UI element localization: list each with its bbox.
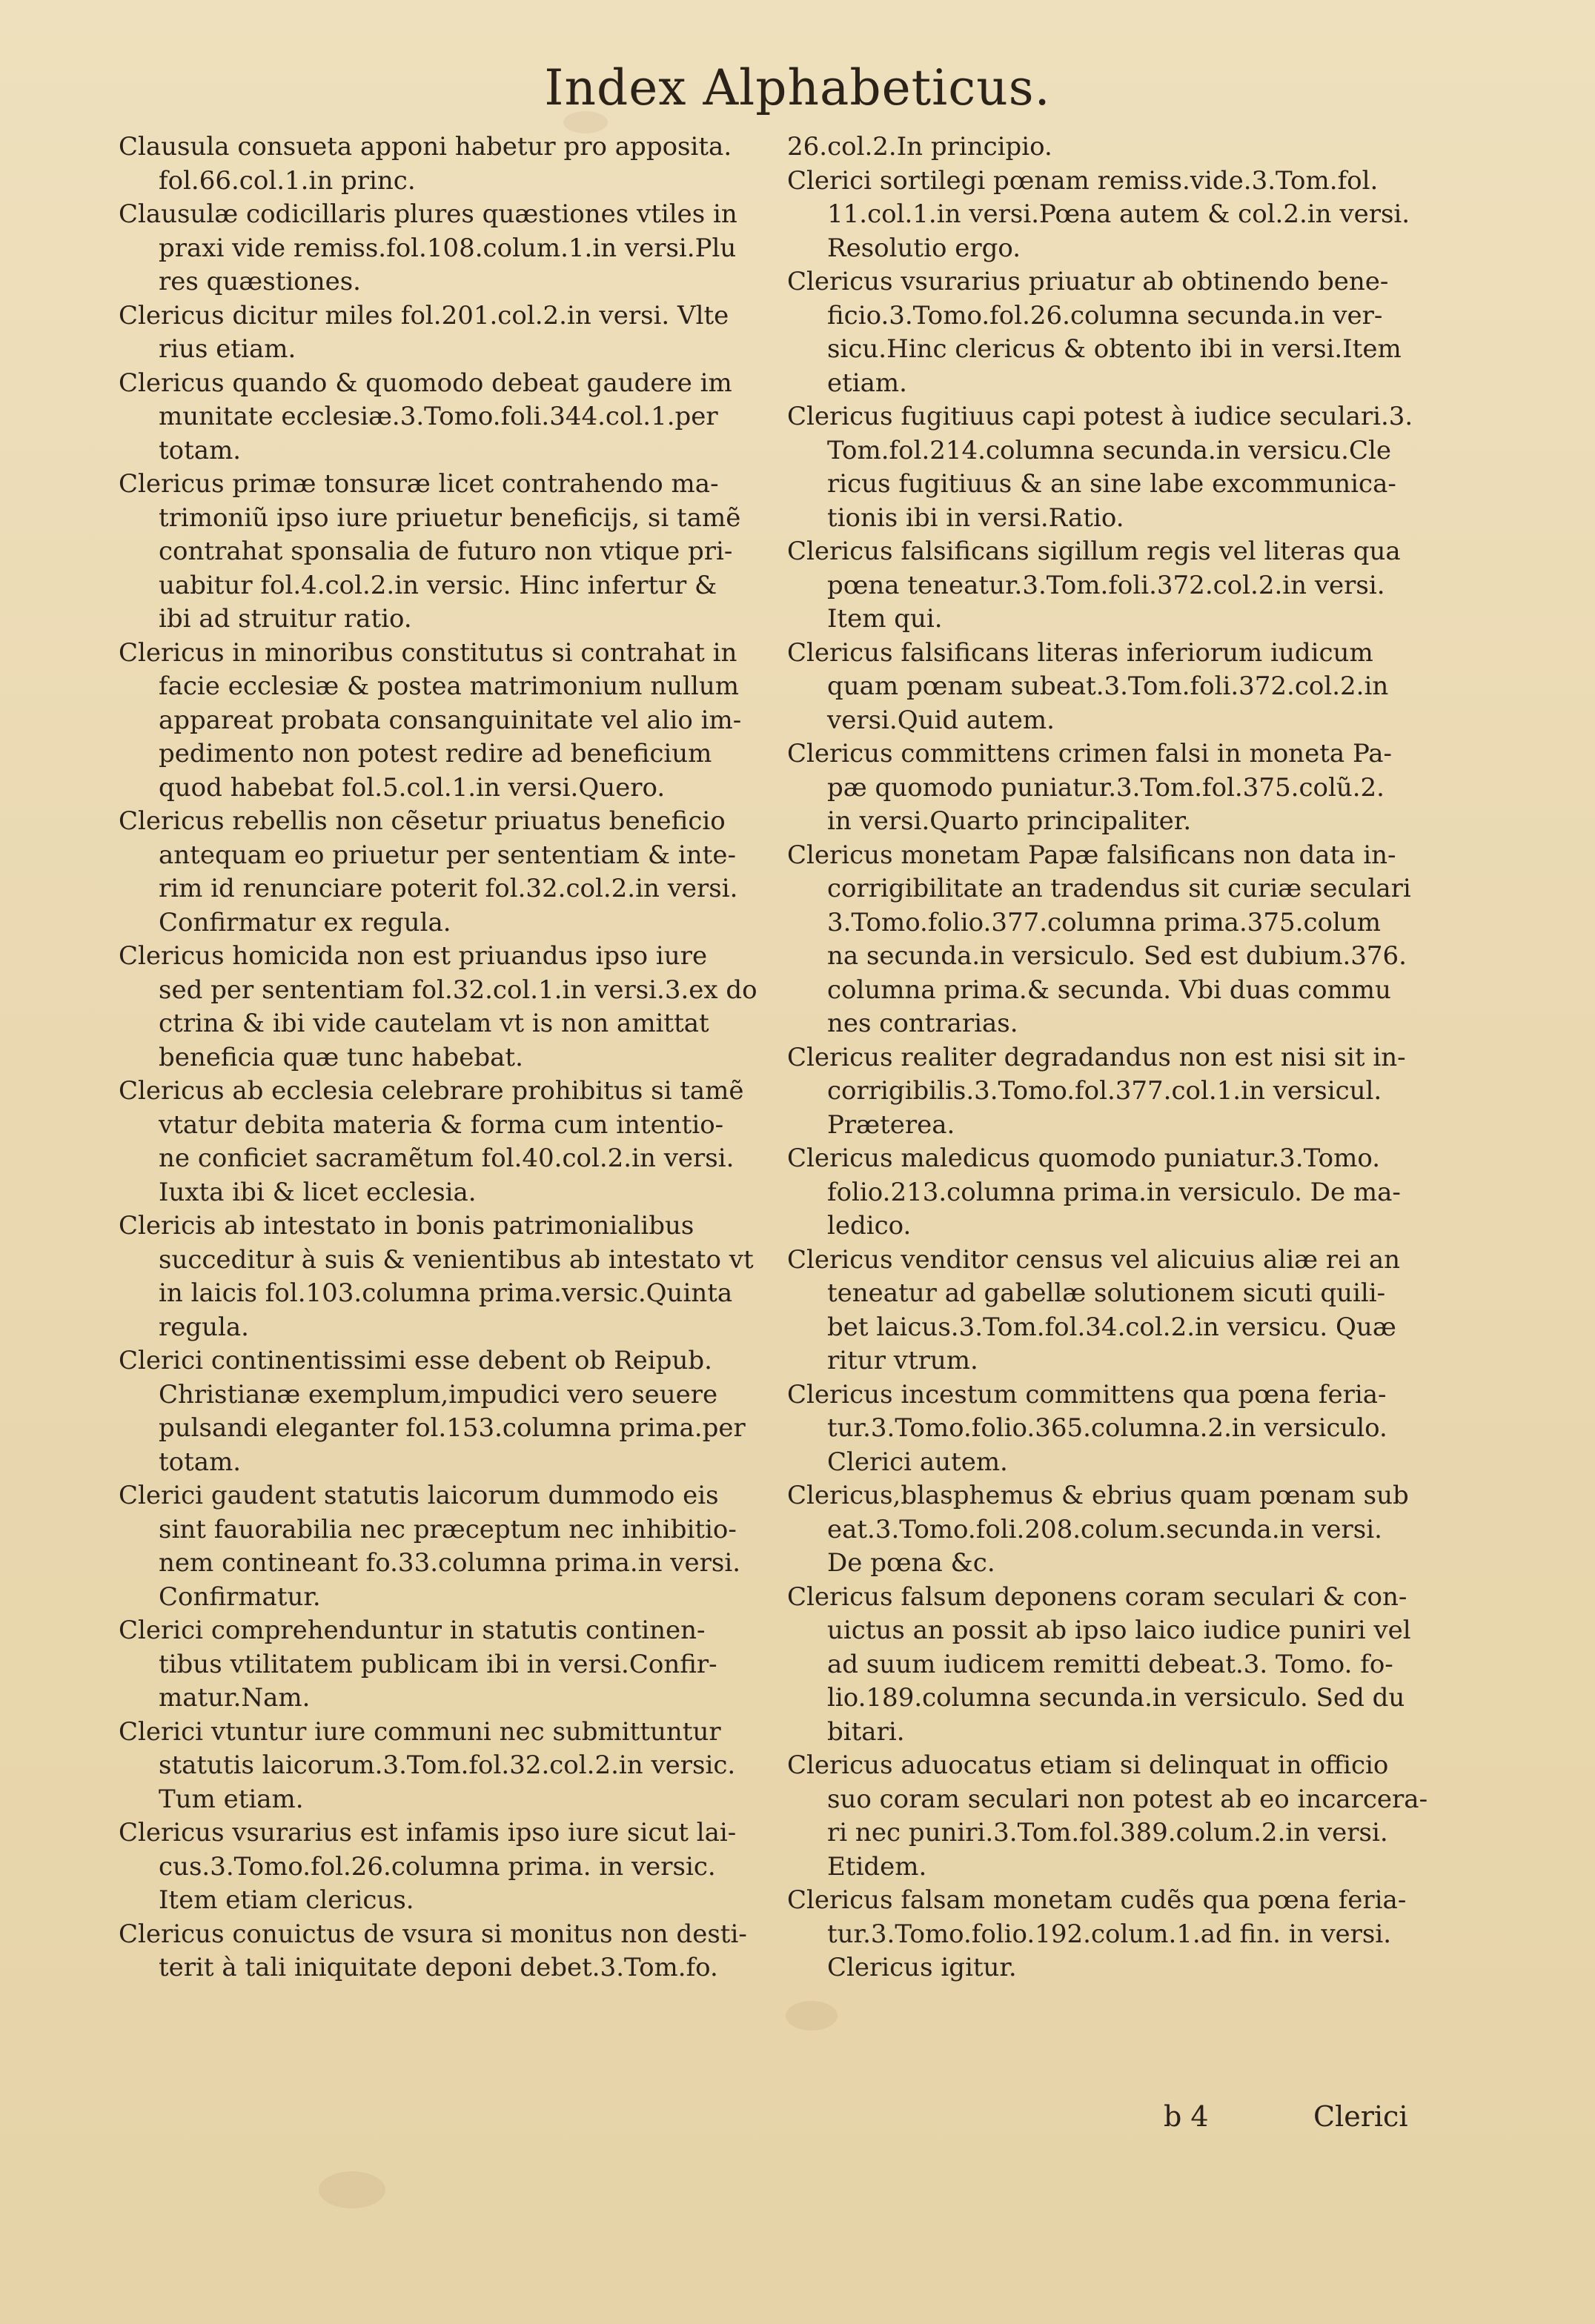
index-entry: Clericus primæ tonsuræ licet contrahendo ma- trimoniũ ipso iure priuetur beneficijs, si tamẽ contrahat sponsalia de futuro non vtique pri- uabitur fol.4.col.2.in versic. Hinc infertur & ibi ad struitur ratio.: [119, 469, 741, 634]
index-entry: Clericus realiter degradandus non est nisi sit in- corrigibilis.3.Tomo.fol.377.col.1.in versicul. Præterea.: [787, 1042, 1406, 1140]
index-entry: Clericus homicida non est priuandus ipso iure sed per sententiam fol.32.col.1.in versi.3.ex do ctrina & ibi vide cautelam vt is non amittat beneficia quæ tunc habebat.: [119, 941, 757, 1072]
index-entry: Clericus dicitur miles fol.201.col.2.in versi. Vlte rius etiam.: [119, 300, 729, 364]
index-entry: Clericus incestum committens qua pœna feria- tur.3.Tomo.folio.365.columna.2.in versiculo. Clerici autem.: [787, 1379, 1387, 1477]
index-entry: Clericus vsurarius priuatur ab obtinendo bene- ficio.3.Tomo.fol.26.columna secunda.in ver- sicu.Hinc clericus & obtento ibi in versi.Item etiam.: [787, 267, 1402, 398]
paper-stain: [319, 2171, 385, 2208]
index-entry: Clericus falsificans sigillum regis vel literas qua pœna teneatur.3.Tom.foli.372.col.2.in versi. Item qui.: [787, 537, 1401, 634]
index-entry: Clerici continentissimi esse debent ob Reipub. Christianæ exemplum,impudici vero seuere pulsandi eleganter fol.153.columna prima.per totam.: [119, 1346, 746, 1477]
index-entry: Clericus conuictus de vsura si monitus non desti- terit à tali iniquitate deponi debet.3.Tom.fo.: [119, 1919, 747, 1982]
index-entry: Clericus in minoribus constitutus si contrahat in facie ecclesiæ & postea matrimonium nullum appareat probata consanguinitate vel alio im- pedimento non potest redire ad beneficium quod habebat fol.5.col.1.in versi.Quero.: [119, 637, 742, 803]
index-column-right: [787, 130, 1439, 1985]
index-entry: Clerici vtuntur iure communi nec submittuntur statutis laicorum.3.Tom.fol.32.col.2.in versic. Tum etiam.: [119, 1716, 736, 1814]
index-entry: Clericis ab intestato in bonis patrimonialibus succeditur à suis & venientibus ab intestato vt in laicis fol.103.columna prima.versic.Quinta regula.: [119, 1211, 754, 1342]
index-entry: 26.col.2.In principio.: [787, 132, 1052, 162]
index-entry: Clerici comprehenduntur in statutis continen- tibus vtilitatem publicam ibi in versi.Confir- matur.Nam.: [119, 1616, 717, 1713]
index-entry: Clericus falsificans literas inferiorum iudicum quam pœnam subeat.3.Tom.foli.372.col.2.in versi.Quid autem.: [787, 637, 1389, 735]
index-entry: Clericus falsum deponens coram seculari & con- uictus an possit ab ipso laico iudice puniri vel ad suum iudicem remitti debeat.3. Tomo. fo- lio.189.columna secunda.in versiculo. Sed du bitari.: [787, 1581, 1411, 1747]
index-entry: Clericus committens crimen falsi in moneta Pa- pæ quomodo puniatur.3.Tom.fol.375.colũ.2. in versi.Quarto principaliter.: [787, 739, 1393, 836]
index-entry: Clericus rebellis non cẽsetur priuatus beneficio antequam eo priuetur per sententiam & inte- rim id renunciare poterit fol.32.col.2.in versi. Confirmatur ex regula.: [119, 806, 738, 937]
index-entry: Clericus vsurarius est infamis ipso iure sicut lai- cus.3.Tomo.fol.26.columna prima. in versic. Item etiam clericus.: [119, 1818, 737, 1915]
index-column-left: [119, 130, 763, 1985]
page-title: Index Alphabeticus.: [544, 59, 1051, 116]
index-entry: Clericus ab ecclesia celebrare prohibitus si tamẽ vtatur debita materia & forma cum intentio- ne conficiet sacramẽtum fol.40.col.2.in versi. Iuxta ibi & licet ecclesia.: [119, 1076, 744, 1207]
index-entry: Clericus maledicus quomodo puniatur.3.Tomo. folio.213.columna prima.in versiculo. De ma- ledico.: [787, 1143, 1401, 1241]
catchword: Clerici: [1313, 2100, 1408, 2133]
index-entry: Clerici sortilegi pœnam remiss.vide.3.Tom.fol. 11.col.1.in versi.Pœna autem & col.2.in versi. Resolutio ergo.: [787, 165, 1410, 263]
index-entry: Clericus quando & quomodo debeat gaudere im munitate ecclesiæ.3.Tomo.foli.344.col.1.per totam.: [119, 368, 732, 465]
index-entry: Clericus falsam monetam cudẽs qua pœna feria- tur.3.Tomo.folio.192.colum.1.ad fin. in versi. Clericus igitur.: [787, 1885, 1407, 1982]
index-entry: Clericus monetam Papæ falsificans non data in- corrigibilitate an tradendus sit curiæ seculari 3.Tomo.folio.377.columna prima.375.colum na secunda.in versiculo. Sed est dubium.376. columna prima.& secunda. Vbi duas commu nes contrarias.: [787, 840, 1411, 1038]
index-entry: Clausulæ codicillaris plures quæstiones vtiles in praxi vide remiss.fol.108.colum.1.in versi.Plu res quæstiones.: [119, 199, 737, 296]
index-entry: Clericus aduocatus etiam si delinquat in officio suo coram seculari non potest ab eo incarcera- ri nec puniri.3.Tom.fol.389.colum.2.in versi. Etidem.: [787, 1750, 1428, 1882]
index-entry: Clausula consueta apponi habetur pro apposita. fol.66.col.1.in princ.: [119, 132, 732, 196]
index-entry: Clericus,blasphemus & ebrius quam pœnam sub eat.3.Tomo.foli.208.colum.secunda.in versi. De pœna &c.: [787, 1481, 1409, 1578]
signature-mark: b 4: [1164, 2100, 1209, 2133]
index-entry: Clericus fugitiuus capi potest à iudice seculari.3. Tom.fol.214.columna secunda.in versicu.Cle ricus fugitiuus & an sine labe excommunica- tionis ibi in versi.Ratio.: [787, 402, 1413, 533]
paper-stain: [786, 2001, 838, 2031]
index-entry: Clerici gaudent statutis laicorum dummodo eis sint fauorabilia nec præceptum nec inhibitio- nem contineant fo.33.columna prima.in versi. Confirmatur.: [119, 1481, 741, 1612]
index-entry: Clericus venditor census vel alicuius aliæ rei an teneatur ad gabellæ solutionem sicuti quili- bet laicus.3.Tom.fol.34.col.2.in versicu. Quæ ritur vtrum.: [787, 1244, 1401, 1375]
